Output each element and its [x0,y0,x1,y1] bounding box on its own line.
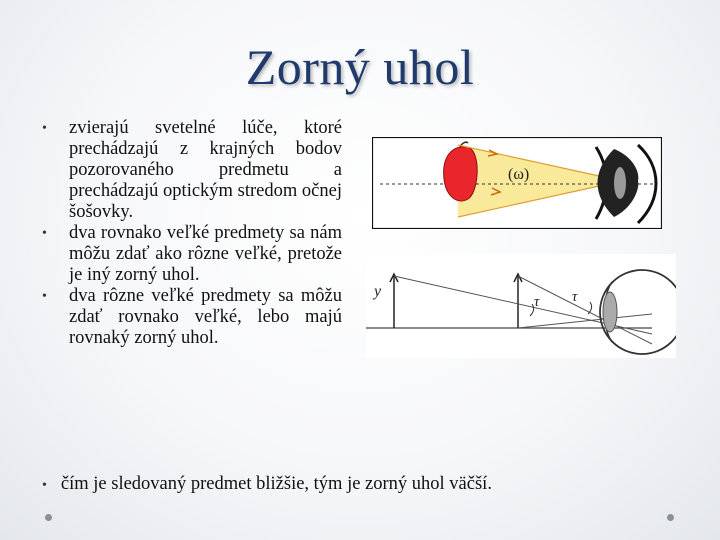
bullet-text: zvierajú svetelné lúče, ktoré prechádzajú z krajných bodov pozorovaného predmetu a prechádzajú optickým stredom očnej šošovky. [69,118,342,222]
bullet-text: dva rovnako veľké predmety sa nám môžu zdať ako rôzne veľké, pretože je iný zorný uhol. [69,223,342,285]
eye-cross-section-drawing [366,254,676,358]
visual-angle-eye-drawing [372,137,662,229]
decorative-dot [45,514,52,521]
bullet-text: čím je sledovaný predmet bližšie, tým je zorný uhol väčší. [60,474,492,494]
eye-lens [614,167,626,199]
eye-cross-section-figure [366,254,676,358]
bullet-item-wide [42,474,682,495]
decorative-dot [667,514,674,521]
angle-arc [530,304,534,316]
angle-omega-label: (ω) [508,166,530,183]
bullet-list [42,118,342,349]
bullet-item [42,118,342,223]
bullet-dot: • [42,121,47,136]
angle-tau-label: τ [534,294,540,310]
red-object-icon [444,147,477,201]
slide-title: Zorný uhol [245,39,475,95]
ray-line [518,276,652,344]
eye-lens [603,292,617,332]
object-y-label: y [374,283,382,300]
bullet-item [42,286,342,349]
visual-angle-eye-figure [372,137,662,229]
bullet-dot: • [42,478,47,493]
bullet-item [42,223,342,286]
angle-tau-label: τ [572,289,578,305]
ray-line [518,314,652,328]
bullet-text: dva rôzne veľké predmety sa môžu zdať rovnako veľké, lebo majú rovnaký zorný uhol. [69,286,342,348]
bullet-dot: • [42,289,47,304]
bullet-dot: • [42,226,47,241]
